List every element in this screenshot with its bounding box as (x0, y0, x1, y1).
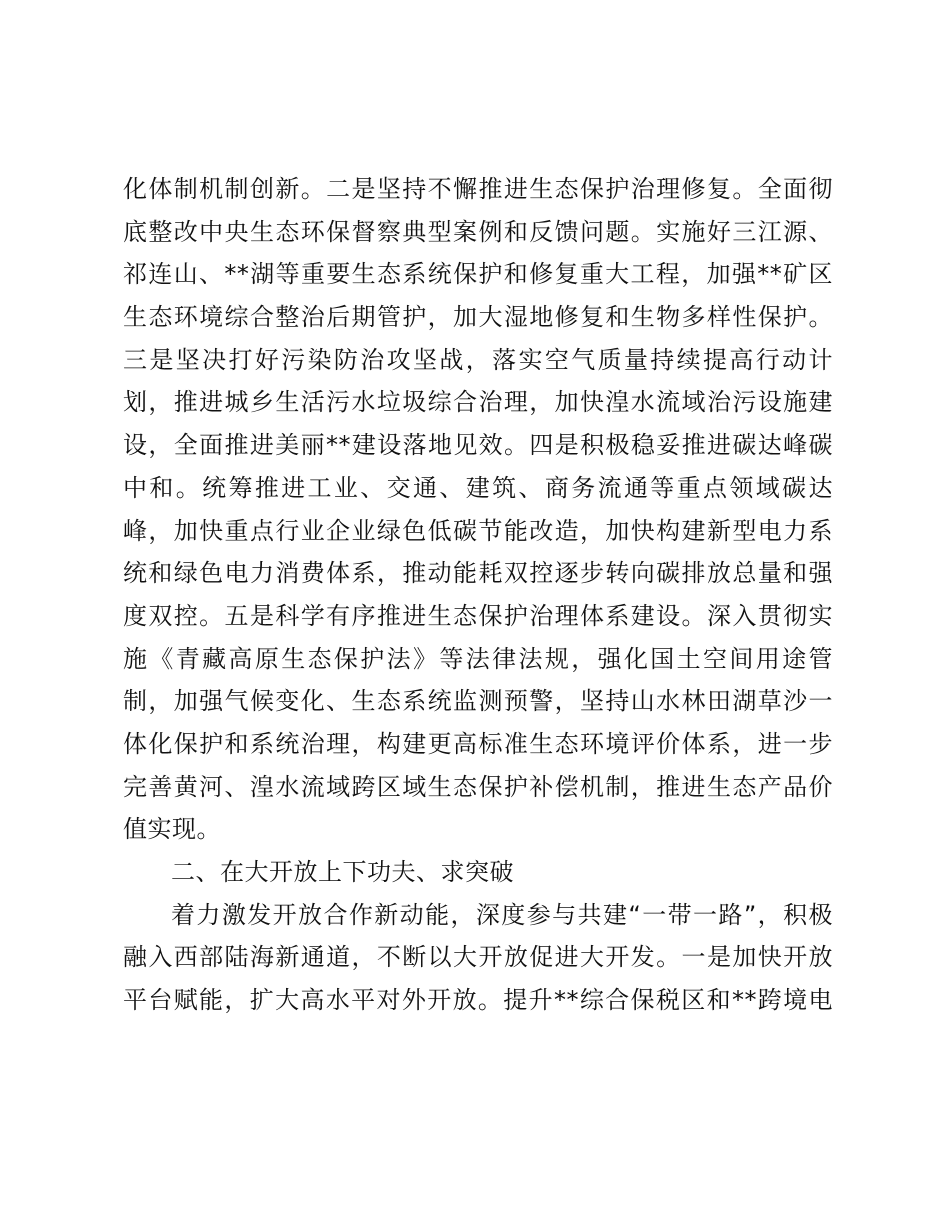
text-line: 着力激发开放合作新动能，深度参与共建“一带一路”，积极 (171, 900, 833, 929)
text-line: 三是坚决打好污染防治攻坚战，落实空气质量持续提高行动计 (123, 345, 833, 374)
text-line: 统和绿色电力消费体系，推动能耗双控逐步转向碳排放总量和强 (123, 559, 833, 588)
text-line: 设，全面推进美丽**建设落地见效。四是积极稳妥推进碳达峰碳 (123, 431, 833, 460)
text-line: 划，推进城乡生活污水垃圾综合治理，加快湟水流域治污设施建 (123, 388, 833, 417)
text-line: 制，加强气候变化、生态系统监测预警，坚持山水林田湖草沙一 (123, 687, 833, 716)
text-line: 祁连山、**湖等重要生态系统保护和修复重大工程，加强**矿区 (123, 260, 833, 289)
text-line: 峰，加快重点行业企业绿色低碳节能改造，加快构建新型电力系 (123, 516, 833, 545)
text-line: 平台赋能，扩大高水平对外开放。提升**综合保税区和**跨境电 (123, 986, 833, 1015)
text-line: 完善黄河、湟水流域跨区域生态保护补偿机制，推进生态产品价 (123, 772, 833, 801)
paragraph-opening-up (123, 894, 833, 1022)
text-line: 化体制机制创新。二是坚持不懈推进生态保护治理修复。全面彻 (123, 175, 833, 203)
section-heading: 二、在大开放上下功夫、求突破 (171, 858, 514, 886)
text-line: 生态环境综合整治后期管护，加大湿地修复和生物多样性保护。 (123, 303, 833, 332)
text-line: 值实现。 (123, 815, 221, 844)
paragraph-ecology (123, 168, 833, 851)
body-text (123, 168, 833, 1022)
text-line: 体化保护和系统治理，构建更高标准生态环境评价体系，进一步 (123, 729, 833, 758)
text-line: 底整改中央生态环保督察典型案例和反馈问题。实施好三江源、 (123, 217, 833, 246)
text-line: 融入西部陆海新通道，不断以大开放促进大开发。一是加快开放 (123, 943, 833, 972)
text-line: 度双控。五是科学有序推进生态保护治理体系建设。深入贯彻实 (123, 601, 833, 630)
text-line: 施《青藏高原生态保护法》等法律法规，强化国土空间用途管 (123, 644, 833, 673)
text-line: 中和。统筹推进工业、交通、建筑、商务流通等重点领域碳达 (123, 473, 833, 502)
